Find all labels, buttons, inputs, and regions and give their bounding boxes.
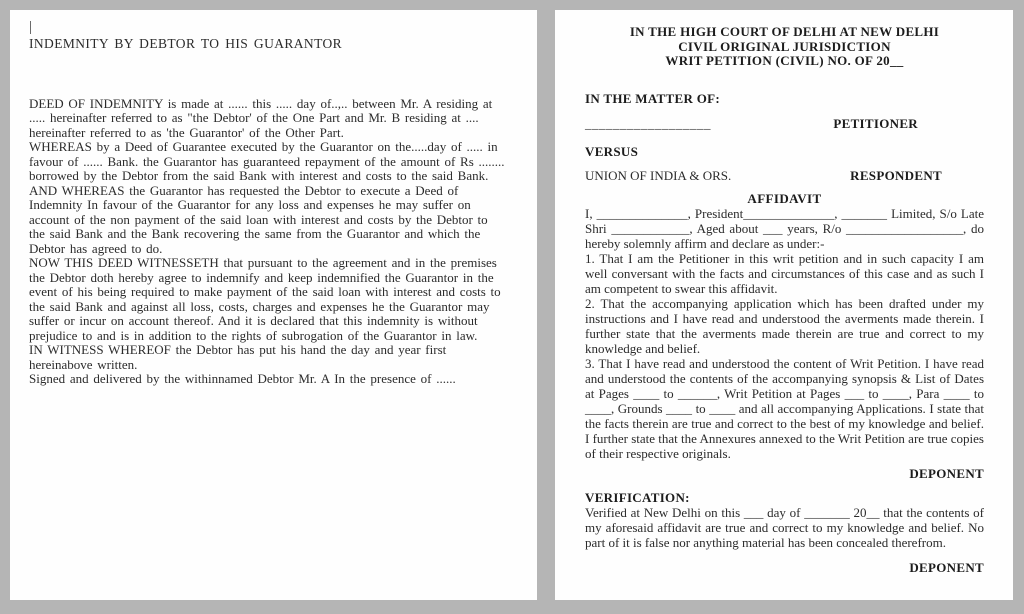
signed-delivered-paragraph: Signed and delivered by the withinnamed Debtor Mr. A In the presence of ...... xyxy=(29,371,456,386)
in-the-matter-of-label: IN THE MATTER OF: xyxy=(585,90,720,106)
deed-intro-paragraph: DEED OF INDEMNITY is made at ...... this ..... day of..,.. between Mr. A residing at ..... hereinafter referred to as "the Debtor' of the One Part and Mr. B residing at .... hereinafter referred to as 'the Guarantor' of the Other Part. xyxy=(29,95,493,140)
cursor-line xyxy=(29,20,507,37)
text-cursor-icon: | xyxy=(29,19,33,35)
deponent-label-1: DEPONENT xyxy=(909,465,984,481)
witnesseth-paragraph: NOW THIS DEED WITNESSETH that pursuant to the agreement and in the premises the Debtor doth hereby agree to indemnify and keep indemnified the Guarantor in the event of his being required to make payment of the said loan with interest and costs to the said Bank and against all loss, costs, charges and expenses he the Guarantor may suffer or incur on account thereof. And it is declared that this indemnity is without prejudice to and is in addition to the rights of subrogation of the Guarantor in law. xyxy=(29,255,501,343)
affidavit-point-3: 3. That I have read and understood the content of Writ Petition. I have read and understood the contents of the accompanying synopsis & List of Dates at Pages ____ to ______, Writ Petition at Pages ___ to ____, Para ____ to ____, Grounds ____ to ____ and all accompanying Applications. I state that the facts therein are true and correct to the best of my knowledge and belief. I further state that the Annexures annexed to the Writ Petition are true copies of their respective originals. xyxy=(585,355,984,461)
left-document-page[interactable] xyxy=(10,10,537,600)
verification-label: VERIFICATION: xyxy=(585,489,690,505)
right-document-page[interactable] xyxy=(555,10,1013,600)
respondent-label: RESPONDENT xyxy=(850,167,942,183)
whereas-paragraph: WHEREAS by a Deed of Guarantee executed by the Guarantor on the.....day of ..... in favour of ...... Bank. the Guarantor has guaranteed repayment of the amount of Rs ........ borrowed by the Debtor from the said Bank with interest and costs to the said Bank. xyxy=(29,139,505,183)
respondent-party: UNION OF INDIA & ORS. xyxy=(585,167,732,183)
affidavit-point-2: 2. That the accompanying application which has been drafted under my instructions and I have read and understood the averments made therein. I further state that the averments made therein are true and correct to my knowledge and belief. xyxy=(585,295,984,356)
versus-label: VERSUS xyxy=(585,143,639,159)
affidavit-point-1: 1. That I am the Petitioner in this writ petition and in such capacity I am well conversant with the facts and circumstances of this case and as such I am competent to swear this affidavit. xyxy=(585,250,984,296)
and-whereas-paragraph: AND WHEREAS the Guarantor has requested the Debtor to execute a Deed of Indemnity In favour of the Guarantor for any loss and expenses he may suffer on account of the non payment of the said loan with interest and costs by the Debtor to the said Bank and the Bank recovering the same from the Guarantor and which the Debtor has agreed to do. xyxy=(29,182,488,256)
affidavit-intro-paragraph: I, ______________, President______________, _______ Limited, S/o Late Shri ____________, Aged about ___ years, R/o __________________, do hereby solemnly affirm and declare as under:- xyxy=(585,205,984,251)
deponent-label-2: DEPONENT xyxy=(909,559,984,575)
petitioner-label: PETITIONER xyxy=(833,115,918,131)
respondent-row xyxy=(585,168,984,183)
court-header-line-1: IN THE HIGH COURT OF DELHI AT NEW DELHI xyxy=(629,24,940,39)
court-header xyxy=(585,25,984,69)
petitioner-name-blank: __________________ xyxy=(585,115,711,131)
court-header-line-2: CIVIL ORIGINAL JURISDICTION xyxy=(678,38,891,54)
left-page-title: INDEMNITY BY DEBTOR TO HIS GUARANTOR xyxy=(29,36,343,51)
petitioner-row xyxy=(585,116,984,131)
affidavit-title: AFFIDAVIT xyxy=(747,190,822,206)
verification-paragraph: Verified at New Delhi on this ___ day of _______ 20__ that the contents of my aforesaid affidavit are true and correct to my knowledge and belief. No part of it is false nor anything material has been concealed therefrom. xyxy=(585,504,984,550)
in-witness-paragraph: IN WITNESS WHEREOF the Debtor has put his hand the day and year first hereinabove written. xyxy=(29,342,447,372)
court-header-line-3: WRIT PETITION (CIVIL) NO. OF 20__ xyxy=(665,53,904,68)
